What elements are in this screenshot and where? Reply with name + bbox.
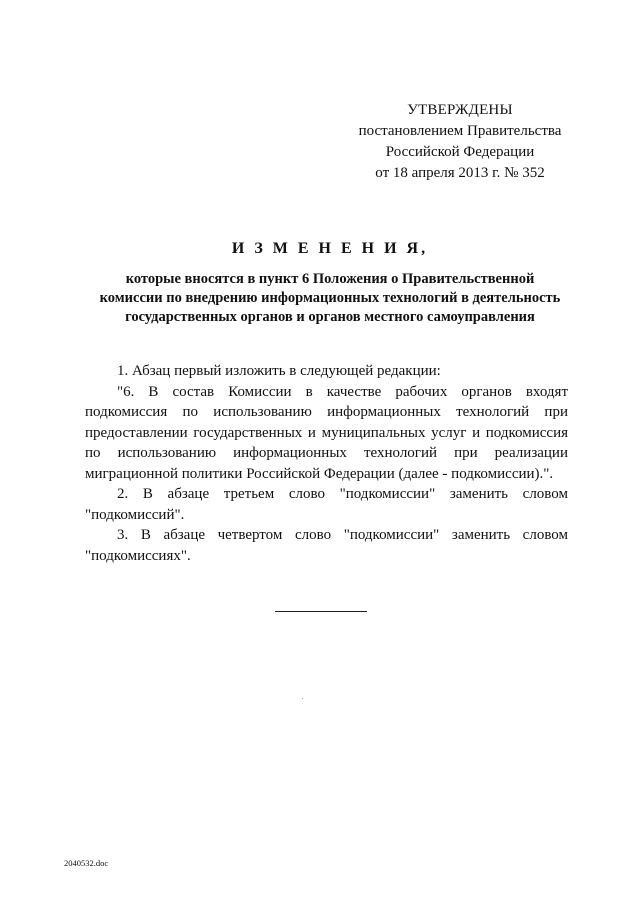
- heading-subtitle-line-3: государственных органов и органов местного самоуправления: [125, 309, 535, 325]
- item-1-quote: "6. В состав Комиссии в качестве рабочих органов входят подкомиссия по использованию информационных технологий при предоставлении государственных и муниципальных услуг и подкомиссия по использованию информационных технологий при реализации миграционной политики Российской Федерации (далее - подкомиссии).".: [85, 383, 568, 482]
- approval-title: УТВЕРЖДЕНЫ: [407, 102, 513, 118]
- approval-line-1: постановлением Правительства: [358, 123, 562, 139]
- heading-subtitle-line-2: комиссии по внедрению информационных технологий в деятельность: [99, 290, 561, 306]
- document-body: [85, 361, 568, 566]
- heading-title: И З М Е Н Е Н И Я,: [231, 240, 429, 257]
- item-3: 3. В абзаце четвертом слово "подкомиссии" заменить словом "подкомиссиях".: [85, 527, 568, 564]
- approval-line-2: Российской Федерации: [385, 144, 535, 160]
- footer-filename: 2040532.doc: [64, 858, 109, 868]
- item-2: 2. В абзаце третьем слово "подкомиссии" заменить словом "подкомиссий".: [85, 486, 568, 523]
- document-heading: [60, 240, 600, 327]
- approval-line-3: от 18 апреля 2013 г. № 352: [375, 165, 545, 181]
- end-divider: [275, 611, 367, 612]
- heading-subtitle-line-1: которые вносятся в пункт 6 Положения о Правительственной: [125, 271, 535, 287]
- scan-speck: [302, 698, 303, 699]
- item-1-intro: 1. Абзац первый изложить в следующей редакции:: [117, 363, 441, 379]
- approval-block: [340, 100, 580, 184]
